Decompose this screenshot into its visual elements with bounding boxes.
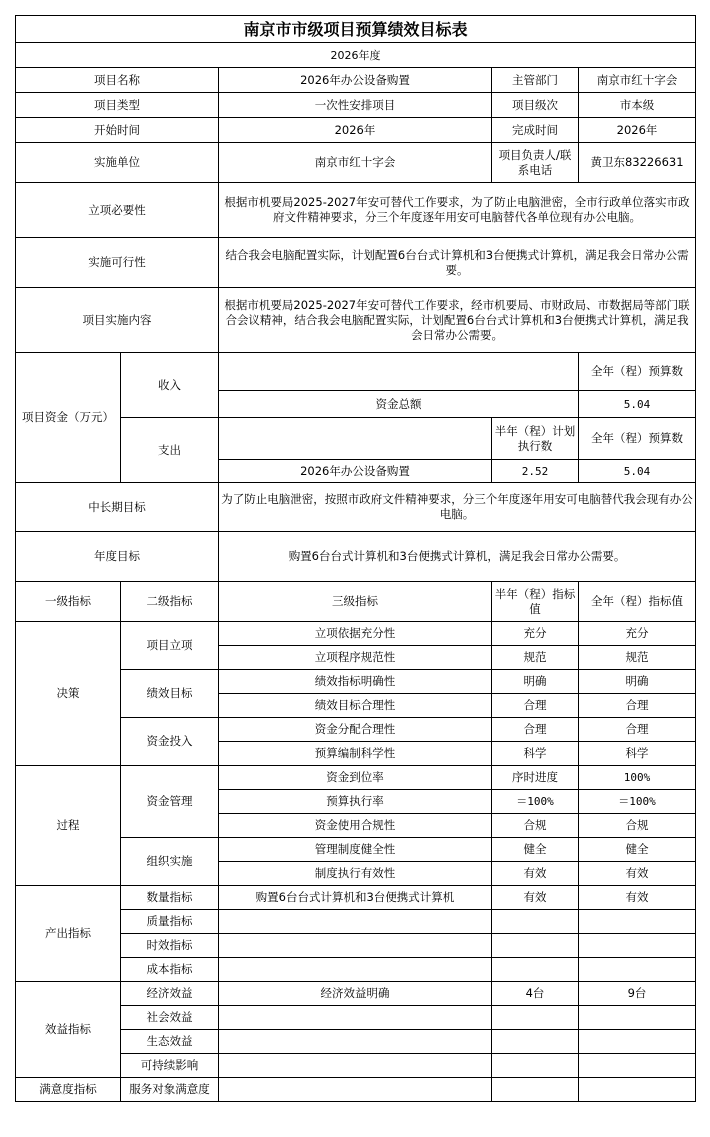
- indicator-l2: 服务对象满意度: [121, 1078, 219, 1102]
- funding-label: 项目资金（万元）: [16, 353, 121, 483]
- project-name-value: 2026年办公设备购置: [219, 68, 492, 93]
- indicator-half: [492, 1078, 579, 1102]
- expense-full-year-header: 全年（程）预算数: [579, 418, 696, 460]
- indicator-full: 合规: [579, 814, 696, 838]
- header-level3: 三级指标: [219, 582, 492, 622]
- indicator-full: [579, 1030, 696, 1054]
- header-half-year: 半年（程）指标值: [492, 582, 579, 622]
- indicator-half: 4台: [492, 982, 579, 1006]
- indicator-full: [579, 1078, 696, 1102]
- indicator-half: 科学: [492, 742, 579, 766]
- indicator-half: [492, 958, 579, 982]
- necessity-text: 根据市机要局2025-2027年安可替代工作要求，为了防止电脑泄密，全市行政单位落实市政府文件精神要求，分三个年度逐年用安可电脑替代各单位现有办公电脑。: [219, 183, 696, 238]
- indicator-l2: 经济效益: [121, 982, 219, 1006]
- indicator-l2: 时效指标: [121, 934, 219, 958]
- content-text: 根据市机要局2025-2027年安可替代工作要求，经市机要局、市财政局、市数据局等部门联合会议精神，结合我会电脑配置实际，计划配置6台台式计算机和3台便携式计算机，满足我会日常办公需要。: [219, 288, 696, 353]
- project-type-value: 一次性安排项目: [219, 93, 492, 118]
- indicator-l2: 绩效目标: [121, 670, 219, 718]
- implementing-unit-label: 实施单位: [16, 143, 219, 183]
- indicator-half: 合理: [492, 694, 579, 718]
- indicator-half: [492, 1030, 579, 1054]
- indicator-half: ＝100%: [492, 790, 579, 814]
- department-value: 南京市红十字会: [579, 68, 696, 93]
- indicator-l3: 绩效目标合理性: [219, 694, 492, 718]
- indicator-half: 有效: [492, 886, 579, 910]
- indicator-l3: [219, 1078, 492, 1102]
- income-label: 收入: [121, 353, 219, 418]
- expense-blank: [219, 418, 492, 460]
- indicator-l3: 绩效指标明确性: [219, 670, 492, 694]
- long-term-goal-text: 为了防止电脑泄密，按照市政府文件精神要求，分三个年度逐年用安可电脑替代我会现有办公电脑。: [219, 483, 696, 532]
- fiscal-year: 2026年度: [16, 43, 696, 68]
- indicator-l1-decision: 决策: [16, 622, 121, 766]
- indicator-half: 规范: [492, 646, 579, 670]
- header-full-year: 全年（程）指标值: [579, 582, 696, 622]
- indicator-l3: [219, 1054, 492, 1078]
- indicator-l1-benefit: 效益指标: [16, 982, 121, 1078]
- indicator-half: [492, 934, 579, 958]
- content-label: 项目实施内容: [16, 288, 219, 353]
- indicator-half: 有效: [492, 862, 579, 886]
- indicator-full: [579, 934, 696, 958]
- performance-target-table: [15, 15, 696, 1102]
- project-level-value: 市本级: [579, 93, 696, 118]
- indicator-l2: 质量指标: [121, 910, 219, 934]
- expense-full-value: 5.04: [579, 460, 696, 483]
- indicator-l1-process: 过程: [16, 766, 121, 886]
- project-level-label: 项目级次: [492, 93, 579, 118]
- indicator-half: 合理: [492, 718, 579, 742]
- indicator-l1-satisfaction: 满意度指标: [16, 1078, 121, 1102]
- expense-label: 支出: [121, 418, 219, 483]
- indicator-l3: 立项依据充分性: [219, 622, 492, 646]
- indicator-l2: 资金投入: [121, 718, 219, 766]
- indicator-full: [579, 910, 696, 934]
- indicator-l3: 立项程序规范性: [219, 646, 492, 670]
- indicator-l3: [219, 910, 492, 934]
- contact-value: 黄卫东83226631: [579, 143, 696, 183]
- indicator-full: [579, 1054, 696, 1078]
- income-blank: [219, 353, 579, 391]
- table-title: 南京市市级项目预算绩效目标表: [16, 16, 696, 43]
- indicator-l3: 资金使用合规性: [219, 814, 492, 838]
- indicator-l3: 预算执行率: [219, 790, 492, 814]
- indicator-l2: 组织实施: [121, 838, 219, 886]
- header-level1: 一级指标: [16, 582, 121, 622]
- indicator-l2: 数量指标: [121, 886, 219, 910]
- indicator-half: 明确: [492, 670, 579, 694]
- annual-goal-text: 购置6台台式计算机和3台便携式计算机，满足我会日常办公需要。: [219, 532, 696, 582]
- long-term-goal-label: 中长期目标: [16, 483, 219, 532]
- indicator-half: 序时进度: [492, 766, 579, 790]
- indicator-full: 9台: [579, 982, 696, 1006]
- expense-half-year-header: 半年（程）计划执行数: [492, 418, 579, 460]
- end-time-label: 完成时间: [492, 118, 579, 143]
- indicator-full: [579, 1006, 696, 1030]
- indicator-full: 规范: [579, 646, 696, 670]
- expense-item: 2026年办公设备购置: [219, 460, 492, 483]
- expense-half-value: 2.52: [492, 460, 579, 483]
- indicator-full: [579, 958, 696, 982]
- indicator-full: 有效: [579, 886, 696, 910]
- necessity-label: 立项必要性: [16, 183, 219, 238]
- indicator-full: 合理: [579, 718, 696, 742]
- indicator-l3: 管理制度健全性: [219, 838, 492, 862]
- indicator-l2: 可持续影响: [121, 1054, 219, 1078]
- indicator-l3: [219, 1030, 492, 1054]
- indicator-full: 科学: [579, 742, 696, 766]
- indicator-l3: 经济效益明确: [219, 982, 492, 1006]
- indicator-l3: [219, 958, 492, 982]
- indicator-full: 有效: [579, 862, 696, 886]
- indicator-half: 合规: [492, 814, 579, 838]
- indicator-full: 100%: [579, 766, 696, 790]
- total-funds-label: 资金总额: [219, 391, 579, 418]
- indicator-half: [492, 1054, 579, 1078]
- start-time-label: 开始时间: [16, 118, 219, 143]
- indicator-l2: 项目立项: [121, 622, 219, 670]
- indicator-l3: [219, 934, 492, 958]
- indicator-l2: 生态效益: [121, 1030, 219, 1054]
- header-level2: 二级指标: [121, 582, 219, 622]
- annual-goal-label: 年度目标: [16, 532, 219, 582]
- indicator-half: [492, 910, 579, 934]
- indicator-l3: 预算编制科学性: [219, 742, 492, 766]
- indicator-l3: 购置6台台式计算机和3台便携式计算机: [219, 886, 492, 910]
- indicator-l2: 资金管理: [121, 766, 219, 838]
- indicator-full: ＝100%: [579, 790, 696, 814]
- indicator-full: 合理: [579, 694, 696, 718]
- project-type-label: 项目类型: [16, 93, 219, 118]
- start-time-value: 2026年: [219, 118, 492, 143]
- department-label: 主管部门: [492, 68, 579, 93]
- total-funds-value: 5.04: [579, 391, 696, 418]
- indicator-half: 充分: [492, 622, 579, 646]
- indicator-full: 健全: [579, 838, 696, 862]
- indicator-half: 健全: [492, 838, 579, 862]
- indicator-half: [492, 1006, 579, 1030]
- contact-label: 项目负责人/联系电话: [492, 143, 579, 183]
- feasibility-label: 实施可行性: [16, 238, 219, 288]
- indicator-l1-output: 产出指标: [16, 886, 121, 982]
- feasibility-text: 结合我会电脑配置实际，计划配置6台台式计算机和3台便携式计算机，满足我会日常办公需要。: [219, 238, 696, 288]
- indicator-full: 明确: [579, 670, 696, 694]
- indicator-l2: 社会效益: [121, 1006, 219, 1030]
- income-full-year-header: 全年（程）预算数: [579, 353, 696, 391]
- implementing-unit-value: 南京市红十字会: [219, 143, 492, 183]
- indicator-full: 充分: [579, 622, 696, 646]
- indicator-l3: 制度执行有效性: [219, 862, 492, 886]
- project-name-label: 项目名称: [16, 68, 219, 93]
- indicator-l3: 资金分配合理性: [219, 718, 492, 742]
- indicator-l3: 资金到位率: [219, 766, 492, 790]
- end-time-value: 2026年: [579, 118, 696, 143]
- indicator-l2: 成本指标: [121, 958, 219, 982]
- indicator-l3: [219, 1006, 492, 1030]
